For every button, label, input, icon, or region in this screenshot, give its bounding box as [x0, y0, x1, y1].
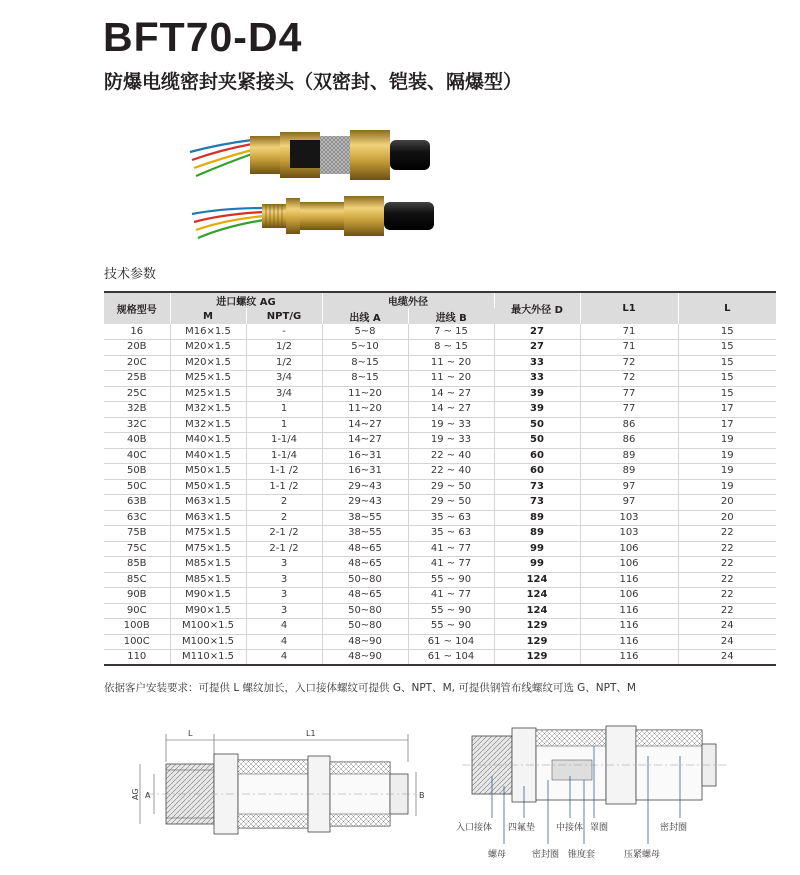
product-photo — [180, 110, 440, 260]
cell-spec: 63C — [104, 510, 170, 526]
cell-l: 22 — [678, 557, 776, 573]
cell-max-d: 50 — [494, 433, 580, 449]
cell-spec: 40B — [104, 433, 170, 449]
cell-thread-m: M85×1.5 — [170, 557, 246, 573]
product-subtitle: 防爆电缆密封夹紧接头（双密封、铠装、隔爆型） — [104, 71, 523, 93]
table-row — [104, 588, 776, 604]
cell-cable-in: 35 ~ 63 — [408, 510, 494, 526]
dim-ag: AG — [131, 788, 140, 800]
label-inlet-body: 入口接体 — [456, 823, 493, 833]
cell-spec: 75C — [104, 541, 170, 557]
table-row — [104, 541, 776, 557]
cell-spec: 100C — [104, 634, 170, 650]
cell-thread-npt: 1/2 — [246, 355, 322, 371]
cell-thread-npt: 4 — [246, 650, 322, 666]
cell-cable-in: 7 ~ 15 — [408, 324, 494, 340]
cell-cable-in: 41 ~ 77 — [408, 557, 494, 573]
cell-spec: 75B — [104, 526, 170, 542]
cell-cable-in: 41 ~ 77 — [408, 588, 494, 604]
cell-thread-npt: 3 — [246, 557, 322, 573]
label-nut: 螺母 — [488, 850, 507, 860]
cell-cable-in: 14 ~ 27 — [408, 386, 494, 402]
cell-max-d: 60 — [494, 448, 580, 464]
cell-thread-m: M100×1.5 — [170, 619, 246, 635]
cell-cable-in: 19 ~ 33 — [408, 417, 494, 433]
col-cable-out: 出线 A — [322, 308, 408, 324]
cell-max-d: 129 — [494, 619, 580, 635]
cell-l: 22 — [678, 588, 776, 604]
label-compression-nut: 压紧螺母 — [624, 850, 661, 860]
cell-cable-out: 14~27 — [322, 417, 408, 433]
cell-max-d: 124 — [494, 572, 580, 588]
cell-cable-out: 48~65 — [322, 541, 408, 557]
cell-l1: 71 — [580, 340, 678, 356]
cell-l: 22 — [678, 541, 776, 557]
cell-thread-m: M50×1.5 — [170, 464, 246, 480]
cell-spec: 32C — [104, 417, 170, 433]
cell-l: 15 — [678, 386, 776, 402]
cell-thread-npt: 3 — [246, 572, 322, 588]
cell-l: 19 — [678, 464, 776, 480]
cell-thread-m: M100×1.5 — [170, 634, 246, 650]
cell-l: 15 — [678, 371, 776, 387]
cell-l1: 71 — [580, 324, 678, 340]
cell-cable-out: 38~55 — [322, 510, 408, 526]
col-spec: 规格型号 — [104, 292, 170, 324]
cell-max-d: 27 — [494, 340, 580, 356]
cell-thread-npt: - — [246, 324, 322, 340]
cell-max-d: 129 — [494, 650, 580, 666]
cell-l: 22 — [678, 572, 776, 588]
table-row — [104, 479, 776, 495]
cell-thread-npt: 4 — [246, 634, 322, 650]
cell-cable-out: 16~31 — [322, 448, 408, 464]
cell-cable-out: 5~10 — [322, 340, 408, 356]
cell-spec: 63B — [104, 495, 170, 511]
label-seal-ring-top: 密封圈 — [660, 823, 688, 833]
cell-thread-m: M75×1.5 — [170, 526, 246, 542]
cell-thread-m: M75×1.5 — [170, 541, 246, 557]
cell-max-d: 33 — [494, 355, 580, 371]
cell-l1: 97 — [580, 479, 678, 495]
cell-spec: 40C — [104, 448, 170, 464]
cell-thread-m: M63×1.5 — [170, 510, 246, 526]
cell-cable-out: 5~8 — [322, 324, 408, 340]
cell-l1: 116 — [580, 603, 678, 619]
cell-l1: 89 — [580, 448, 678, 464]
table-row — [104, 619, 776, 635]
cell-cable-out: 29~43 — [322, 479, 408, 495]
cell-spec: 90C — [104, 603, 170, 619]
table-row — [104, 402, 776, 418]
cell-cable-out: 48~65 — [322, 588, 408, 604]
cell-cable-in: 61 ~ 104 — [408, 650, 494, 666]
cell-spec: 90B — [104, 588, 170, 604]
cell-thread-npt: 1 — [246, 417, 322, 433]
dim-l: L — [188, 729, 193, 738]
cell-l: 20 — [678, 510, 776, 526]
table-row — [104, 495, 776, 511]
col-l: L — [678, 292, 776, 324]
cell-cable-in: 11 ~ 20 — [408, 371, 494, 387]
table-row — [104, 572, 776, 588]
cell-cable-in: 8 ~ 15 — [408, 340, 494, 356]
spec-table — [104, 291, 776, 666]
cell-thread-m: M32×1.5 — [170, 417, 246, 433]
cell-l1: 103 — [580, 526, 678, 542]
cell-cable-out: 50~80 — [322, 603, 408, 619]
cell-cable-in: 29 ~ 50 — [408, 479, 494, 495]
table-row — [104, 510, 776, 526]
cell-cable-in: 55 ~ 90 — [408, 572, 494, 588]
cell-l: 19 — [678, 448, 776, 464]
label-seal-ring: 密封圈 — [532, 850, 560, 860]
cell-thread-npt: 3/4 — [246, 371, 322, 387]
cell-thread-npt: 2 — [246, 495, 322, 511]
cell-thread-m: M25×1.5 — [170, 371, 246, 387]
cell-l: 22 — [678, 526, 776, 542]
cell-l1: 97 — [580, 495, 678, 511]
cell-l1: 77 — [580, 402, 678, 418]
requirement-note: 依据客户安装要求：可提供 L 螺纹加长，入口接体螺纹可提供 G、NPT、M, 可提供钢管布线螺纹可选 G、NPT、M — [104, 682, 636, 694]
cell-cable-in: 14 ~ 27 — [408, 402, 494, 418]
table-row — [104, 557, 776, 573]
cell-l1: 77 — [580, 386, 678, 402]
cell-l1: 72 — [580, 371, 678, 387]
cell-cable-out: 29~43 — [322, 495, 408, 511]
cell-thread-m: M90×1.5 — [170, 588, 246, 604]
col-l1: L1 — [580, 292, 678, 324]
cell-thread-m: M16×1.5 — [170, 324, 246, 340]
cell-max-d: 27 — [494, 324, 580, 340]
cell-cable-in: 19 ~ 33 — [408, 433, 494, 449]
cell-max-d: 39 — [494, 402, 580, 418]
table-row — [104, 355, 776, 371]
cell-thread-npt: 1-1/4 — [246, 448, 322, 464]
cell-l1: 89 — [580, 464, 678, 480]
cell-l1: 103 — [580, 510, 678, 526]
cell-l1: 116 — [580, 634, 678, 650]
cell-l1: 106 — [580, 557, 678, 573]
cell-thread-npt: 1-1 /2 — [246, 479, 322, 495]
cell-spec: 110 — [104, 650, 170, 666]
cell-cable-in: 55 ~ 90 — [408, 619, 494, 635]
cell-l: 19 — [678, 433, 776, 449]
cell-max-d: 124 — [494, 588, 580, 604]
cell-l: 15 — [678, 324, 776, 340]
cell-cable-out: 48~90 — [322, 634, 408, 650]
cell-max-d: 50 — [494, 417, 580, 433]
cell-spec: 20C — [104, 355, 170, 371]
cell-thread-npt: 2-1 /2 — [246, 526, 322, 542]
cell-max-d: 89 — [494, 526, 580, 542]
label-ptfe-gasket: 四氟垫 — [508, 823, 536, 833]
cell-l: 22 — [678, 603, 776, 619]
cell-cable-out: 14~27 — [322, 433, 408, 449]
cell-thread-m: M40×1.5 — [170, 448, 246, 464]
cell-max-d: 33 — [494, 371, 580, 387]
cell-max-d: 73 — [494, 495, 580, 511]
cell-cable-out: 50~80 — [322, 572, 408, 588]
cutaway-gland — [190, 130, 430, 180]
table-row — [104, 386, 776, 402]
col-thread-group: 进口螺纹 AG — [170, 292, 322, 308]
cell-cable-out: 16~31 — [322, 464, 408, 480]
cell-l1: 86 — [580, 417, 678, 433]
cell-spec: 16 — [104, 324, 170, 340]
cell-thread-npt: 1/2 — [246, 340, 322, 356]
cell-l1: 116 — [580, 619, 678, 635]
cell-max-d: 39 — [494, 386, 580, 402]
table-row — [104, 526, 776, 542]
cell-cable-out: 38~55 — [322, 526, 408, 542]
cell-thread-npt: 1 — [246, 402, 322, 418]
cell-l1: 106 — [580, 588, 678, 604]
cell-cable-in: 11 ~ 20 — [408, 355, 494, 371]
col-cable-in: 进线 B — [408, 308, 494, 324]
cell-l1: 116 — [580, 572, 678, 588]
model-title: BFT70-D4 — [103, 14, 303, 60]
cell-max-d: 60 — [494, 464, 580, 480]
cell-cable-out: 48~65 — [322, 557, 408, 573]
cell-l1: 116 — [580, 650, 678, 666]
cell-l: 24 — [678, 650, 776, 666]
col-max-d: 最大外径 D — [494, 292, 580, 324]
cell-l: 17 — [678, 417, 776, 433]
table-row — [104, 634, 776, 650]
cell-thread-m: M85×1.5 — [170, 572, 246, 588]
cell-thread-m: M25×1.5 — [170, 386, 246, 402]
dim-b: B — [419, 791, 425, 800]
section-drawing — [452, 716, 742, 872]
cell-cable-in: 55 ~ 90 — [408, 603, 494, 619]
table-row — [104, 448, 776, 464]
cell-l: 17 — [678, 402, 776, 418]
cell-max-d: 99 — [494, 541, 580, 557]
cell-thread-m: M20×1.5 — [170, 355, 246, 371]
cell-spec: 50B — [104, 464, 170, 480]
cell-l1: 72 — [580, 355, 678, 371]
cell-spec: 85B — [104, 557, 170, 573]
cell-max-d: 124 — [494, 603, 580, 619]
dimension-drawing — [126, 724, 426, 840]
table-row — [104, 340, 776, 356]
cell-spec: 20B — [104, 340, 170, 356]
cell-cable-in: 61 ~ 104 — [408, 634, 494, 650]
cell-cable-out: 8~15 — [322, 371, 408, 387]
cell-spec: 25C — [104, 386, 170, 402]
table-row — [104, 371, 776, 387]
cell-l1: 86 — [580, 433, 678, 449]
label-cover-ring: 罩圈 — [590, 823, 609, 833]
cell-thread-npt: 2 — [246, 510, 322, 526]
cell-spec: 85C — [104, 572, 170, 588]
table-row — [104, 650, 776, 666]
table-row — [104, 464, 776, 480]
col-thread-npt: NPT/G — [246, 308, 322, 324]
cell-max-d: 73 — [494, 479, 580, 495]
label-taper-sleeve: 锥度套 — [568, 850, 596, 860]
cell-cable-out: 50~80 — [322, 619, 408, 635]
cell-l: 24 — [678, 619, 776, 635]
cell-cable-out: 48~90 — [322, 650, 408, 666]
cell-spec: 25B — [104, 371, 170, 387]
cell-l1: 106 — [580, 541, 678, 557]
cell-thread-npt: 4 — [246, 619, 322, 635]
cell-cable-out: 11~20 — [322, 402, 408, 418]
cell-max-d: 129 — [494, 634, 580, 650]
cell-l: 20 — [678, 495, 776, 511]
cell-thread-npt: 3 — [246, 603, 322, 619]
dim-a: A — [145, 791, 151, 800]
cell-cable-in: 29 ~ 50 — [408, 495, 494, 511]
cell-l: 15 — [678, 355, 776, 371]
cell-cable-in: 22 ~ 40 — [408, 464, 494, 480]
cell-l: 24 — [678, 634, 776, 650]
cell-thread-m: M20×1.5 — [170, 340, 246, 356]
cell-spec: 32B — [104, 402, 170, 418]
cell-thread-m: M50×1.5 — [170, 479, 246, 495]
table-row — [104, 417, 776, 433]
cell-thread-npt: 1-1/4 — [246, 433, 322, 449]
cell-thread-m: M90×1.5 — [170, 603, 246, 619]
table-row — [104, 324, 776, 340]
cell-thread-npt: 1-1 /2 — [246, 464, 322, 480]
cell-cable-in: 41 ~ 77 — [408, 541, 494, 557]
assembled-gland — [192, 196, 434, 238]
cell-l: 19 — [678, 479, 776, 495]
dim-l1: L1 — [306, 729, 316, 738]
cell-thread-npt: 2-1 /2 — [246, 541, 322, 557]
cell-max-d: 99 — [494, 557, 580, 573]
cell-thread-m: M40×1.5 — [170, 433, 246, 449]
cell-thread-m: M110×1.5 — [170, 650, 246, 666]
cell-thread-npt: 3/4 — [246, 386, 322, 402]
cell-cable-out: 8~15 — [322, 355, 408, 371]
cell-max-d: 89 — [494, 510, 580, 526]
cell-cable-in: 22 ~ 40 — [408, 448, 494, 464]
cell-spec: 100B — [104, 619, 170, 635]
col-cable-group: 电缆外径 — [322, 292, 494, 308]
label-middle-body: 中接体 — [556, 823, 584, 833]
cell-spec: 50C — [104, 479, 170, 495]
cell-thread-m: M63×1.5 — [170, 495, 246, 511]
table-row — [104, 603, 776, 619]
section-heading: 技术参数 — [104, 267, 157, 282]
cell-cable-out: 11~20 — [322, 386, 408, 402]
cell-cable-in: 35 ~ 63 — [408, 526, 494, 542]
cell-thread-npt: 3 — [246, 588, 322, 604]
col-thread-m: M — [170, 308, 246, 324]
cell-l: 15 — [678, 340, 776, 356]
table-row — [104, 433, 776, 449]
cell-thread-m: M32×1.5 — [170, 402, 246, 418]
